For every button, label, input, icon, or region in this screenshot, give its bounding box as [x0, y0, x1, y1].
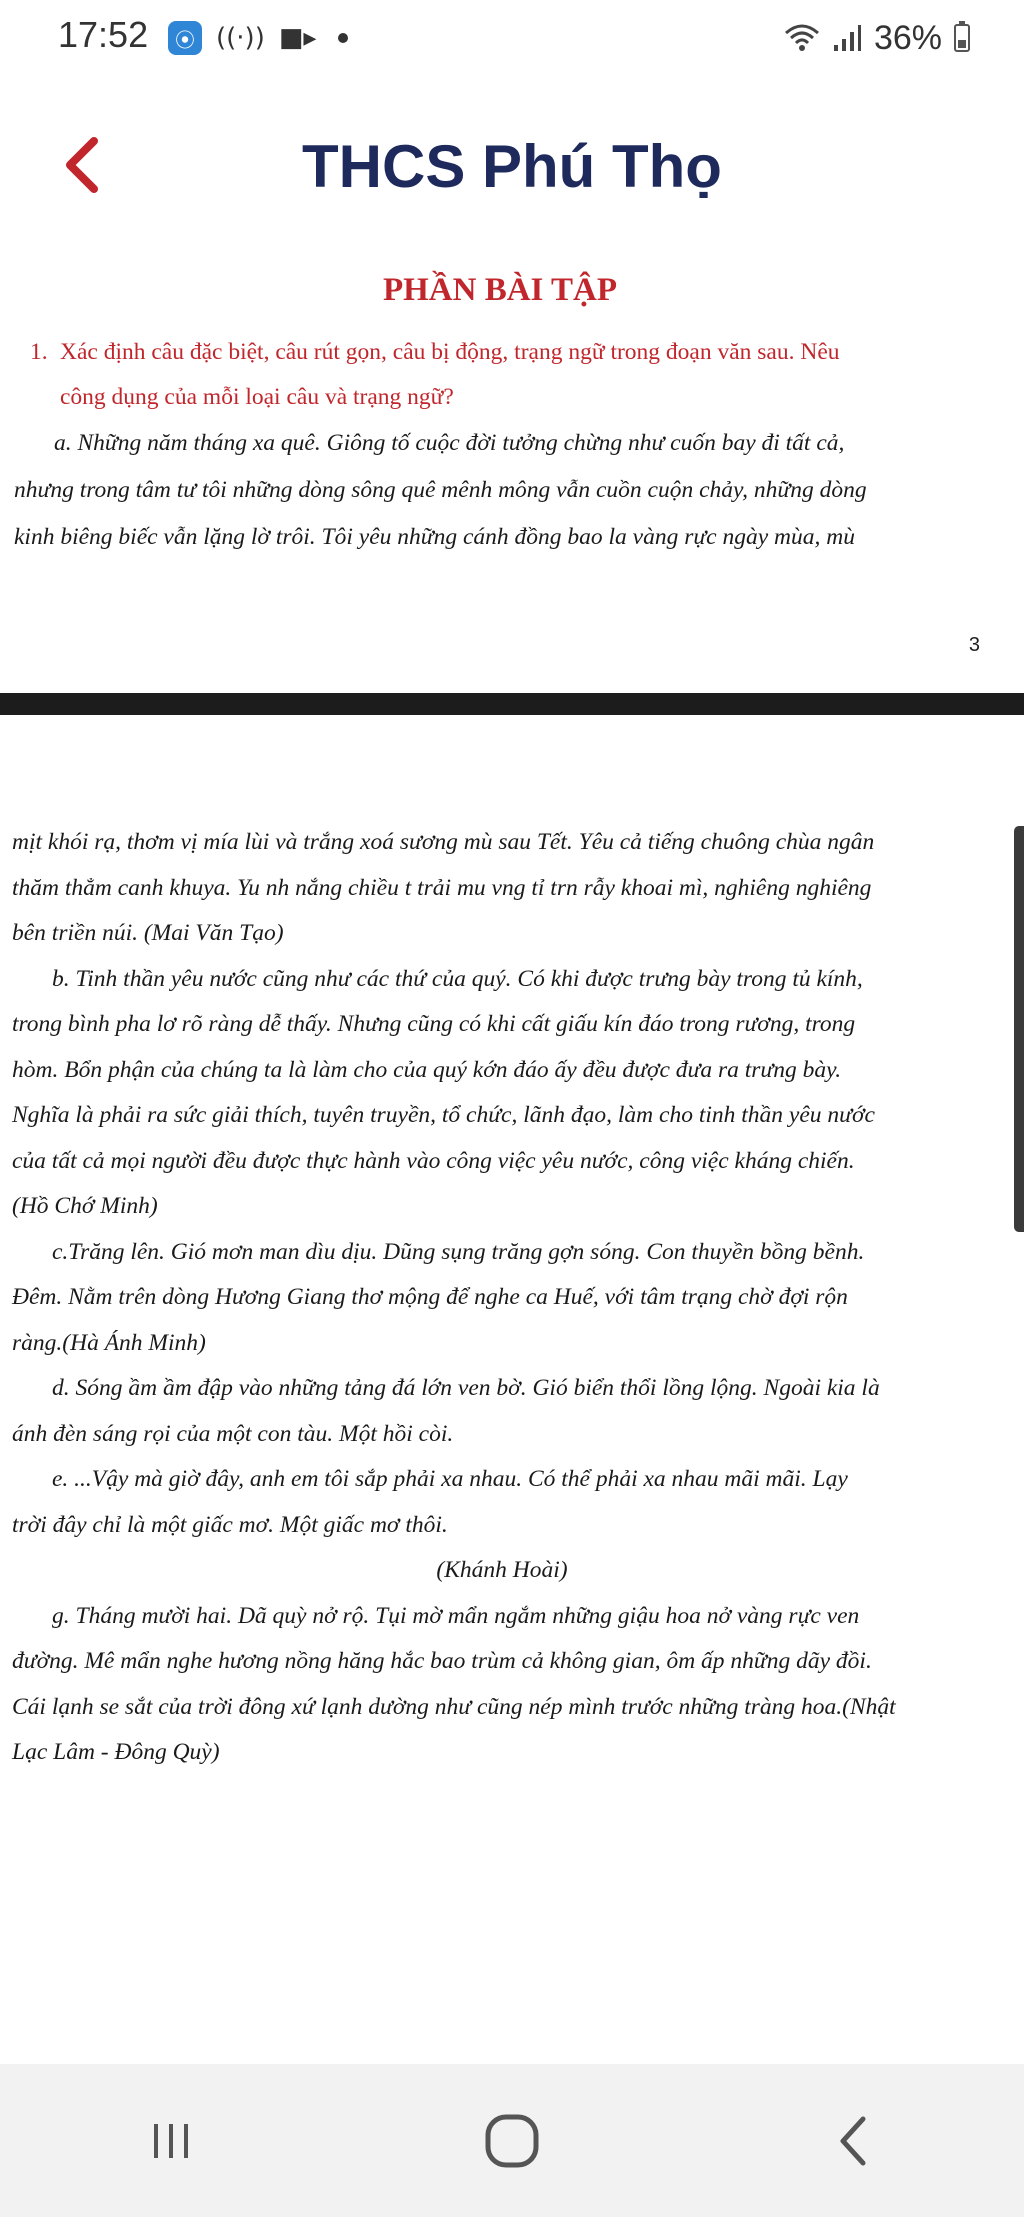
- wireless-signal-icon: ((·)): [216, 23, 265, 53]
- battery-percent: 36%: [873, 18, 942, 57]
- paragraph-line: (Hồ Chớ Minh): [12, 1193, 158, 1219]
- paragraph-line: thăm thẳm canh khuya. Yu nh nắng chiều t trải mu vng tỉ trn rẫy khoai mì, nghiêng nghiêng: [12, 874, 872, 901]
- question-line-2: công dụng của mỗi loại câu và trạng ngữ?: [60, 384, 454, 410]
- paragraph-line: trong bình pha lơ rõ ràng dễ thấy. Nhưng cũng có khi cất giấu kín đáo trong rương, trong: [12, 1011, 856, 1037]
- signal-icon: [832, 23, 862, 53]
- paragraph-line: bên triền núi. (Mai Văn Tạo): [12, 920, 284, 946]
- page-title: THCS Phú Thọ: [302, 133, 722, 200]
- paragraph-line: trời đây chỉ là một giấc mơ. Một giấc mơ thôi.: [12, 1511, 448, 1538]
- navigation-bar: [0, 2064, 1024, 2217]
- paragraph-line: của tất cả mọi người đều được thực hành vào công việc yêu nước, công việc kháng chiến.: [12, 1147, 855, 1174]
- paragraph-line: (Khánh Hoài): [436, 1557, 568, 1583]
- paragraph-line: e. ...Vậy mà giờ đây, anh em tôi sắp phải xa nhau. Có thể phải xa nhau mãi mãi. Lạy: [52, 1466, 848, 1492]
- paragraph-line: d. Sóng ầm ầm đập vào những tảng đá lớn ven bờ. Gió biển thổi lồng lộng. Ngoài kia là: [52, 1375, 880, 1401]
- paragraph-line: Nghĩa là phải ra sức giải thích, tuyên truyền, tổ chức, lãnh đạo, làm cho tinh thần yêu nước: [12, 1102, 875, 1128]
- paragraph-a: [14, 420, 984, 561]
- paragraph-line: kinh biêng biếc vẫn lặng lờ trôi. Tôi yêu những cánh đồng bao la vàng rực ngày mùa, mù: [14, 524, 855, 550]
- recent-apps-button[interactable]: [101, 2091, 241, 2191]
- home-button[interactable]: [442, 2091, 582, 2191]
- wifi-icon: [784, 23, 820, 53]
- status-time: 17:52: [58, 14, 149, 55]
- question-1: [30, 330, 990, 420]
- scrollbar-handle[interactable]: [1014, 826, 1024, 1232]
- paragraph-line: ràng.(Hà Ánh Minh): [12, 1329, 206, 1356]
- video-camera-icon: ■▸: [278, 23, 317, 53]
- paragraph-line: mịt khói rạ, thơm vị mía lùi và trắng xoá sương mù sau Tết. Yêu cả tiếng chuông chùa ngân: [12, 829, 875, 855]
- paragraph-line: b. Tinh thần yêu nước cũng như các thứ của quý. Có khi được trưng bày trong tủ kính,: [52, 965, 863, 992]
- paragraph-line: đường. Mê mẩn nghe hương nồng hăng hắc bao trùm cả không gian, ôm ấp những dãy đồi.: [12, 1648, 872, 1674]
- paragraph-line: Đêm. Nằm trên dòng Hương Giang thơ mộng để nghe ca Huế, với tâm trạng chờ đợi rộn: [12, 1284, 848, 1310]
- document-page-top: [0, 260, 1024, 690]
- paragraph-line: Cái lạnh se sắt của trời đông xứ lạnh dường như cũng nép mình trước những tràng hoa.(Nhật: [12, 1693, 896, 1720]
- status-icons-right: [784, 18, 970, 58]
- paragraph-line: Lạc Lâm - Đông Quỳ): [12, 1739, 220, 1765]
- status-bar: [0, 0, 1024, 80]
- paragraph-line: c.Trăng lên. Gió mơn man dìu dịu. Dũng sụng trăng gợn sóng. Con thuyền bồng bềnh.: [52, 1238, 865, 1265]
- section-title: PHẦN BÀI TẬP: [382, 272, 618, 308]
- document-page-bottom: [12, 820, 992, 1776]
- battery-icon: [954, 24, 970, 52]
- status-icons-left: [168, 18, 348, 58]
- paragraph-line: ánh đèn sáng rọi của một con tàu. Một hồi còi.: [12, 1420, 454, 1447]
- question-number: 1.: [30, 339, 48, 365]
- paragraph-line: hòm. Bổn phận của chúng ta là làm cho của quý kớn đáo ấy đều được đưa ra trưng bày.: [12, 1056, 842, 1083]
- paragraph-line: a. Những năm tháng xa quê. Giông tố cuộc đời tưởng chừng như cuốn bay đi tất cả,: [54, 430, 845, 456]
- question-line-1: Xác định câu đặc biệt, câu rút gọn, câu bị động, trạng ngữ trong đoạn văn sau. Nêu: [60, 339, 840, 365]
- dot-icon: [338, 33, 348, 43]
- back-icon: [833, 2111, 873, 2171]
- paragraph-line: nhưng trong tâm tư tôi những dòng sông quê mênh mông vẫn cuồn cuộn chảy, những dòng: [14, 477, 867, 503]
- home-icon: [482, 2111, 542, 2171]
- recent-apps-icon: [146, 2116, 196, 2166]
- app-header: [0, 80, 1024, 260]
- page-number: 3: [968, 634, 980, 656]
- paragraph-line: g. Tháng mười hai. Dã quỳ nở rộ. Tụi mờ mẩn ngắm những giậu hoa nở vàng rực ven: [52, 1602, 860, 1629]
- hotspot-icon: ⦿: [168, 21, 202, 55]
- page-divider: [0, 693, 1024, 715]
- nav-back-button[interactable]: [783, 2091, 923, 2191]
